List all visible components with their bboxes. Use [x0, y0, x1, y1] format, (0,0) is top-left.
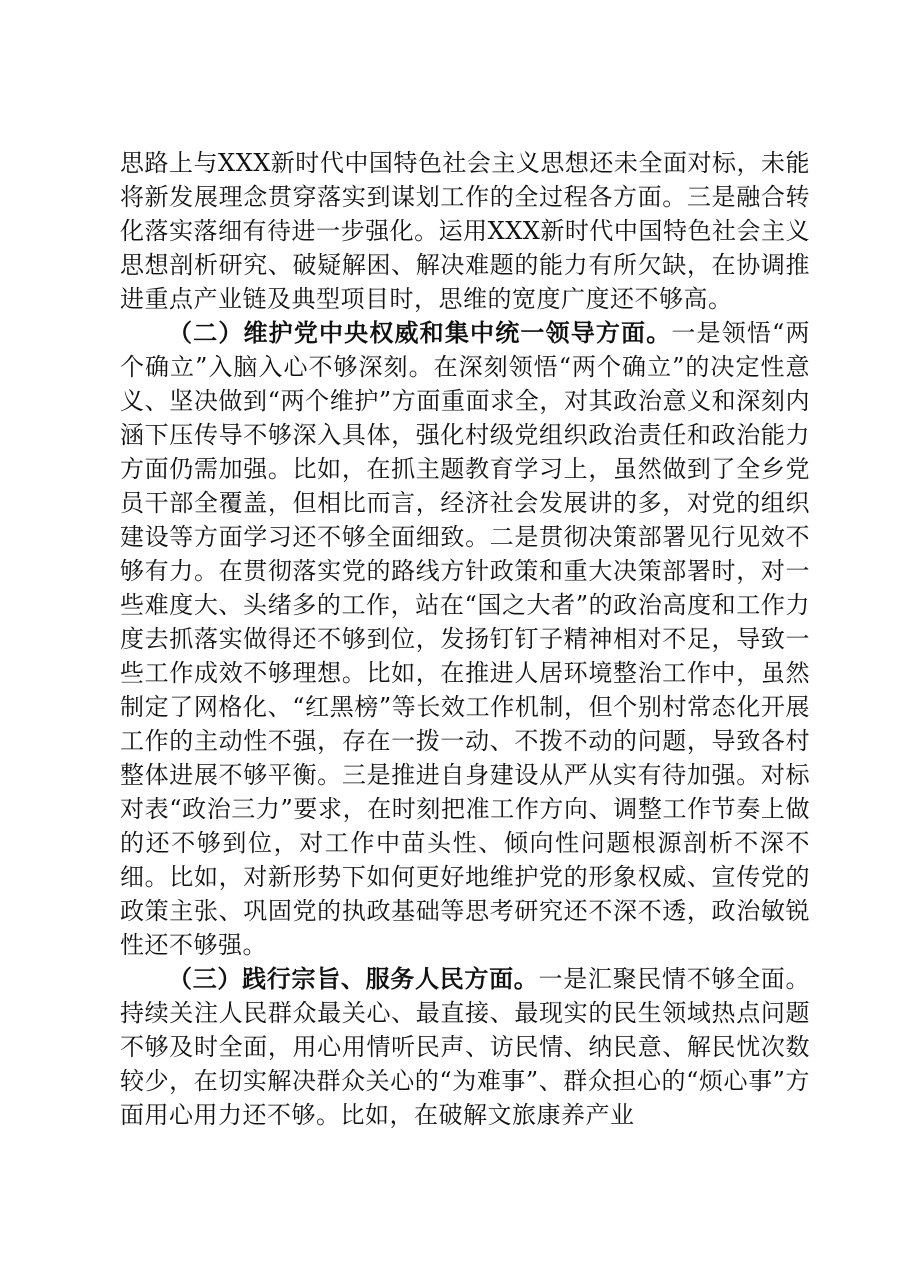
paragraph-continuation [120, 146, 810, 316]
section-2-text: 一是领悟“两个确立”入脑入心不够深刻。在深刻领悟“两个确立”的决定性意义、坚决做到“两个维护”方面重面求全，对其政治意义和深刻内涵下压传导不够深入具体，强化村级党组织政治责任和政治能力方面仍需加强。比如，在抓主题教育学习上，虽然做到了全乡党员干部全覆盖，但相比而言，经济社会发展讲的多，对党的组织建设等方面学习还不够全面细致。二是贯彻决策部署见行见效不够有力。在贯彻落实党的路线方针政策和重大决策部署时，对一些难度大、头绪多的工作，站在“国之大者”的政治高度和工作力度去抓落实做得还不够到位，发扬钉钉子精神相对不足，导致一些工作成效不够理想。比如，在推进人居环境整治工作中，虽然制定了网格化、“红黑榜”等长效工作机制，但个别村常态化开展工作的主动性不强，存在一拨一动、不拨不动的问题，导致各村整体进展不够平衡。三是推进自身建设从严从实有待加强。对标对表“政治三力”要求，在时刻把准工作方向、调整工作节奏上做的还不够到位，对工作中苗头性、倾向性问题根源剖析不深不细。比如，对新形势下如何更好地维护党的形象权威、宣传党的政策主张、巩固党的执政基础等思考研究还不深不透，政治敏锐性还不够强。 [120, 319, 810, 959]
paragraph-1-text: 思路上与XXX新时代中国特色社会主义思想还未全面对标，未能将新发展理念贯穿落实到谋划工作的全过程各方面。三是融合转化落实落细有待进一步强化。运用XXX新时代中国特色社会主义思想剖析研究、破疑解困、解决难题的能力有所欠缺，在协调推进重点产业链及典型项目时，思维的宽度广度还不够高。 [120, 149, 810, 313]
paragraph-section-2 [120, 316, 810, 962]
section-3-text: 一是汇聚民情不够全面。持续关注人民群众最关心、最直接、最现实的民生领域热点问题不够及时全面，用心用情听民声、访民情、纳民意、解民忧次数较少，在切实解决群众关心的“为难事”、群众担心的“烦心事”方面用心用力还不够。比如，在破解文旅康养产业 [120, 965, 810, 1129]
document-body [120, 146, 810, 1132]
section-2-heading: （二）维护党中央权威和集中统一领导方面。 [168, 318, 672, 347]
section-3-heading: （三）践行宗旨、服务人民方面。 [168, 964, 539, 993]
paragraph-section-3 [120, 962, 810, 1132]
